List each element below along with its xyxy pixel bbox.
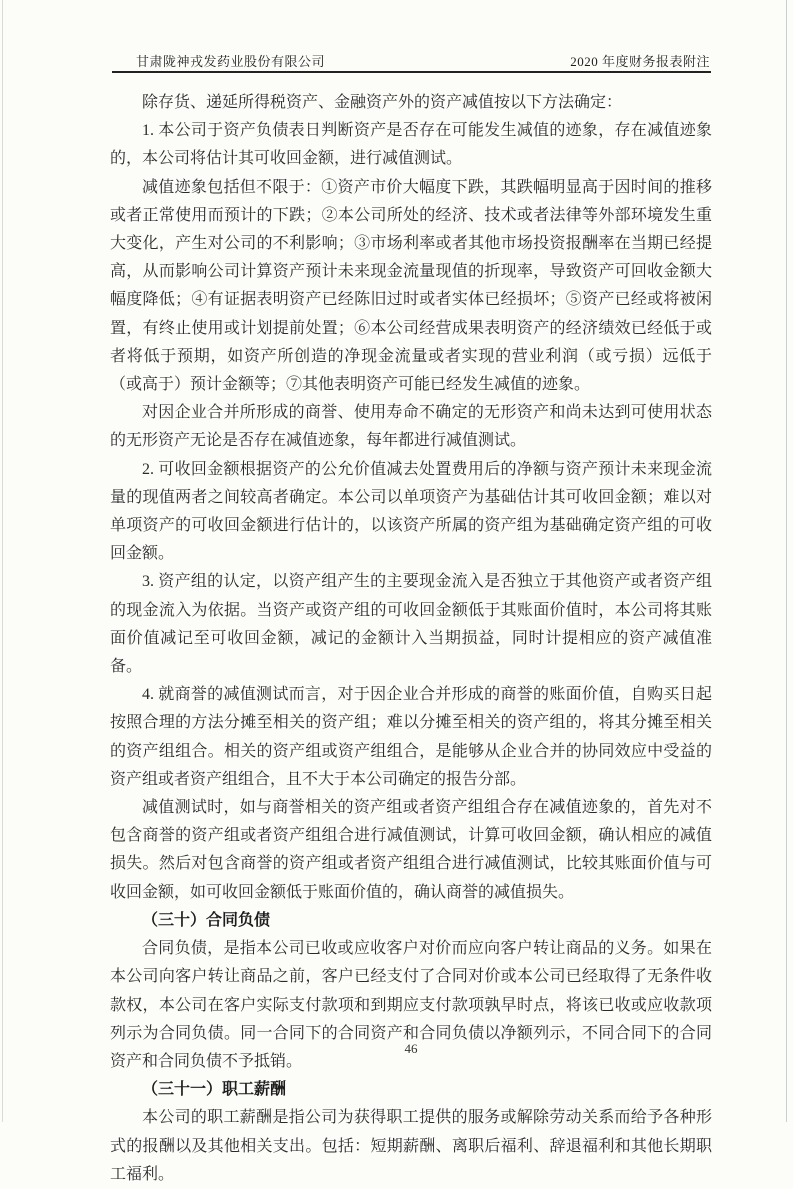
header-doc-title: 2020 年度财务报表附注	[570, 54, 710, 69]
header-rule-divider	[112, 71, 711, 73]
page-number: 46	[404, 1041, 418, 1056]
header-company-name: 甘肃陇神戎发药业股份有限公司	[136, 54, 326, 69]
document-body	[110, 89, 712, 1189]
body-paragraph: 2. 可收回金额根据资产的公允价值减去处置费用后的净额与资产预计未来现金流量的现值两者之间较高者确定。本公司以单项资产为基础估计其可收回金额；难以对单项资产的可收回金额进行估计的，以该资产所属的资产组为基础确定资产组的可收回金额。	[110, 460, 712, 563]
body-paragraph: 减值迹象包括但不限于：①资产市价大幅度下跌，其跌幅明显高于因时间的推移或者正常使用而预计的下跌；②本公司所处的经济、技术或者法律等外部环境发生重大变化，产生对公司的不利影响；③市场利率或者其他市场投资报酬率在当期已经提高，从而影响公司计算资产预计未来现金流量现值的折现率，导致资产可回收金额大幅度降低；④有证据表明资产已经陈旧过时或者实体已经损坏；⑤资产已经或将被闲置，有终止使用或计划提前处置；⑥本公司经营成果表明资产的经济绩效已经低于或者将低于预期，如资产所创造的净现金流量或者实现的营业利润（或亏损）远低于（或高于）预计金额等；⑦其他表明资产可能已经发生减值的迹象。	[110, 178, 712, 394]
body-paragraph: 1. 本公司于资产负债表日判断资产是否存在可能发生减值的迹象，存在减值迹象的，本公司将估计其可收回金额，进行减值测试。	[110, 122, 712, 168]
section-heading: （三十一）职工薪酬	[142, 1081, 287, 1099]
scan-edge-left-artifact	[2, 0, 3, 1122]
body-paragraph: 3. 资产组的认定，以资产组产生的主要现金流入是否独立于其他资产或者资产组的现金流入为依据。当资产或资产组的可收回金额低于其账面价值时，本公司将其账面价值减记至可收回金额，减记的金额计入当期损益，同时计提相应的资产减值准备。	[110, 573, 712, 676]
body-paragraph: 减值测试时，如与商誉相关的资产组或者资产组组合存在减值迹象的，首先对不包含商誉的资产组或者资产组组合进行减值测试，计算可收回金额，确认相应的减值损失。然后对包含商誉的资产组或者资产组组合进行减值测试，比较其账面价值与可收回金额，如可收回金额低于账面价值的，确认商誉的减值损失。	[110, 799, 712, 901]
section-heading: （三十）合同负债	[142, 911, 271, 929]
scan-edge-right-artifact	[786, 0, 787, 1122]
body-paragraph: 合同负债，是指本公司已收或应收客户对价而应向客户转让商品的义务。如果在本公司向客户转让商品之前，客户已经支付了合同对价或本公司已经取得了无条件收款权，本公司在客户实际支付款项和到期应支付款项孰早时点，将该已收或应收款项列示为合同负债。同一合同下的合同资产和合同负债以净额列示，不同合同下的合同资产和合同负债不予抵销。	[110, 940, 712, 1070]
page-footer	[110, 1041, 712, 1057]
body-paragraph: 对因企业合并所形成的商誉、使用寿命不确定的无形资产和尚未达到可使用状态的无形资产无论是否存在减值迹象，每年都进行减值测试。	[110, 404, 712, 450]
body-paragraph: 除存货、递延所得税资产、金融资产外的资产减值按以下方法确定：	[142, 94, 623, 111]
body-paragraph: 4. 就商誉的减值测试而言，对于因企业合并形成的商誉的账面价值，自购买日起按照合理的方法分摊至相关的资产组；难以分摊至相关的资产组的，将其分摊至相关的资产组组合。相关的资产组或资产组组合，是能够从企业合并的协同效应中受益的资产组或者资产组组合，且不大于本公司确定的报告分部。	[110, 686, 712, 788]
body-paragraph: 本公司的职工薪酬是指公司为获得职工提供的服务或解除劳动关系而给予各种形式的报酬以及其他相关支出。包括：短期薪酬、离职后福利、辞退福利和其他长期职工福利。	[110, 1109, 712, 1183]
